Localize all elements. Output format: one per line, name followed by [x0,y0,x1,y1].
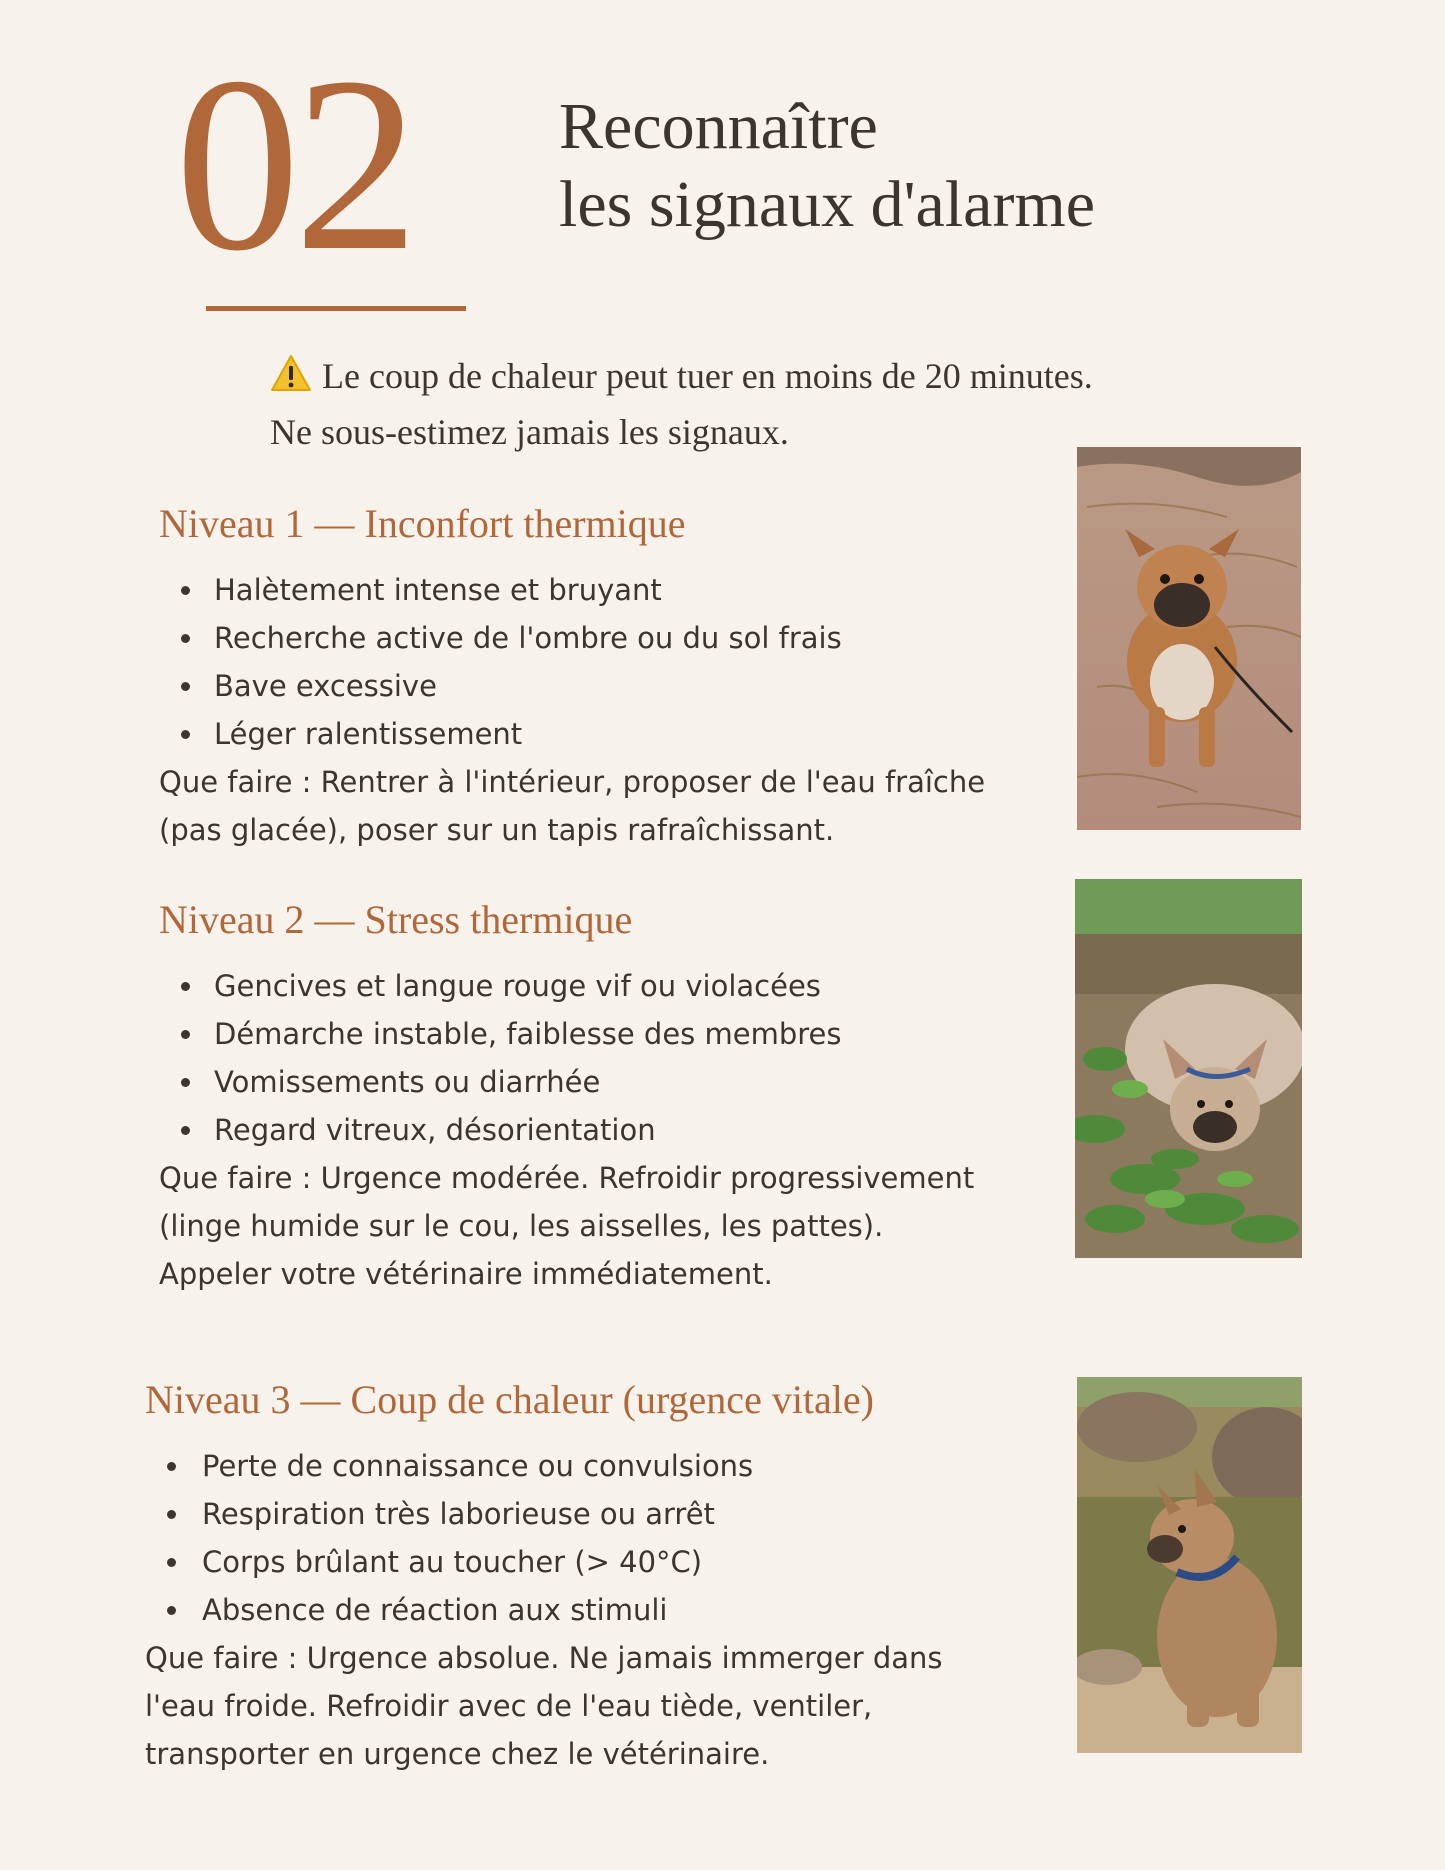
warning-text-1: Le coup de chaleur peut tuer en moins de 20 minutes. [322,356,1093,396]
level-2-title: Niveau 2 — Stress thermique [159,897,633,942]
photo-dog-sniffing [1075,879,1302,1258]
title-line-1: Reconnaître [559,90,878,163]
warning-line-1 [270,350,1093,406]
list-item: Corps brûlant au toucher (> 40°C) [145,1538,943,1586]
action-line: Que faire : Urgence modérée. Refroidir progressivement [159,1161,975,1195]
page-title [559,88,1095,244]
list-item: Halètement intense et bruyant [159,566,985,614]
photo-dog-standing [1077,447,1301,830]
level-3-action [145,1634,943,1778]
level-3-section [145,1376,943,1778]
level-1-action [159,758,985,854]
warning-callout [270,350,1093,458]
level-2-action [159,1154,974,1298]
level-2-symptom-list [159,962,974,1154]
list-item: Gencives et langue rouge vif ou violacées [159,962,974,1010]
level-1-title: Niveau 1 — Inconfort thermique [159,501,686,546]
section-number: 02 [175,26,413,303]
action-line: l'eau froide. Refroidir avec de l'eau tiède, ventiler, [145,1689,873,1723]
list-item: Absence de réaction aux stimuli [145,1586,943,1634]
title-line-2: les signaux d'alarme [559,167,1096,241]
list-item: Bave excessive [159,662,985,710]
level-3-title: Niveau 3 — Coup de chaleur (urgence vitale) [145,1377,874,1422]
level-3-symptom-list [145,1442,943,1634]
level-1-section [159,500,985,854]
list-item: Respiration très laborieuse ou arrêt [145,1490,943,1538]
list-item: Regard vitreux, désorientation [159,1106,974,1154]
warning-icon [270,354,312,406]
photo-dog-sitting [1077,1377,1302,1753]
action-line: transporter en urgence chez le vétérinaire. [145,1737,770,1771]
list-item: Démarche instable, faiblesse des membres [159,1010,974,1058]
action-line: (pas glacée), poser sur un tapis rafraîchissant. [159,813,835,847]
action-line: Que faire : Rentrer à l'intérieur, proposer de l'eau fraîche [159,765,986,799]
list-item: Recherche active de l'ombre ou du sol frais [159,614,985,662]
action-line: Que faire : Urgence absolue. Ne jamais immerger dans [145,1641,943,1675]
number-underline [206,306,466,311]
list-item: Léger ralentissement [159,710,985,758]
level-2-section [159,896,974,1298]
action-line: (linge humide sur le cou, les aisselles, les pattes). [159,1209,884,1243]
warning-line-2: Ne sous-estimez jamais les signaux. [270,412,789,453]
action-line: Appeler votre vétérinaire immédiatement. [159,1257,773,1291]
list-item: Vomissements ou diarrhée [159,1058,974,1106]
list-item: Perte de connaissance ou convulsions [145,1442,943,1490]
level-1-symptom-list [159,566,985,758]
